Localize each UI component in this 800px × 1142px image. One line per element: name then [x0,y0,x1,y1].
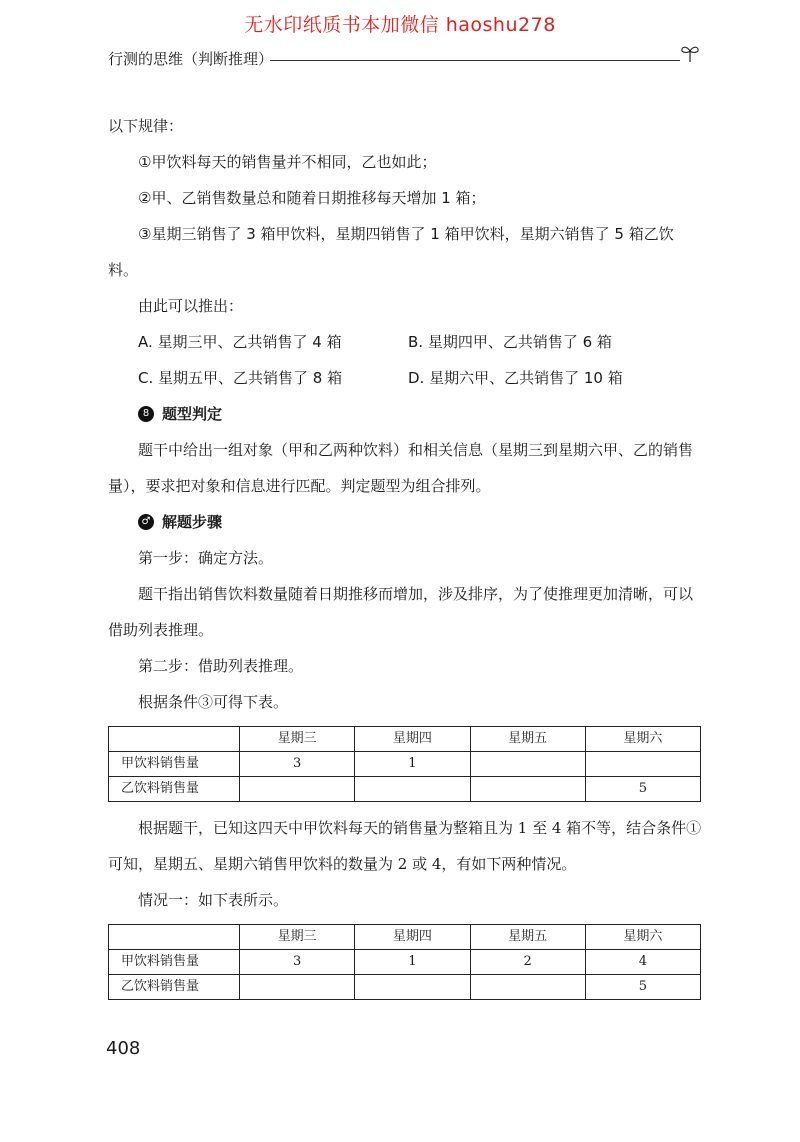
table-cell: 5 [585,975,700,1000]
table-row [109,777,701,802]
sales-table-2 [108,924,701,1000]
row-label-cell: 甲饮料销售量 [109,752,240,777]
sprout-ornament-icon [678,42,702,64]
table-2-wrap [108,924,702,1000]
table-row [109,975,701,1000]
option-a: A. 星期三甲、乙共销售了 4 箱 [138,333,342,351]
page-number: 408 [106,1038,141,1059]
page-header [108,48,702,72]
row-label-cell: 乙饮料销售量 [109,975,240,1000]
table-cell: 2 [470,950,585,975]
section-badge-icon: 8 [138,406,154,422]
table-cell [240,777,355,802]
table-header-cell: 星期三 [240,925,355,950]
section-title: 题型判定 [162,405,223,423]
table-cell: 1 [355,950,470,975]
intro-text: 以下规律： [108,117,184,135]
table-cell [470,777,585,802]
table-header-cell: 星期五 [470,727,585,752]
table-corner-cell [109,727,240,752]
table-1-wrap [108,726,702,802]
question-text: 由此可以推出： [138,297,244,315]
step-1-text: 题干指出销售饮料数量随着日期推移而增加，涉及排序，为了使推理更加清晰，可以借助列表推理。 [108,585,694,639]
table-header-cell: 星期四 [355,925,470,950]
option-d: D. 星期六甲、乙共销售了 10 箱 [408,369,623,387]
step-2-text: 根据条件③可得下表。 [138,693,289,711]
section-question-type-text: 题干中给出一组对象（甲和乙两种饮料）和相关信息（星期三到星期六甲、乙的销售量），要求把对象和信息进行匹配。判定题型为组合排列。 [108,441,694,495]
rule-2: ②甲、乙销售数量总和随着日期推移每天增加 1 箱； [138,189,486,207]
table-cell [470,752,585,777]
options-row-1 [108,324,702,360]
row-label-cell: 乙饮料销售量 [109,777,240,802]
rule-3: ③星期三销售了 3 箱甲饮料，星期四销售了 1 箱甲饮料，星期六销售了 5 箱乙饮料。 [108,225,674,279]
row-label-cell: 甲饮料销售量 [109,950,240,975]
page-content [108,108,702,1008]
table-header-cell: 星期六 [585,925,700,950]
table-row [109,950,701,975]
sales-table-1 [108,726,701,802]
table-cell [240,975,355,1000]
table-cell [585,752,700,777]
option-c: C. 星期五甲、乙共销售了 8 箱 [138,369,343,387]
rule-1: ①甲饮料每天的销售量并不相同，乙也如此； [138,153,437,171]
section-solution-steps [108,504,702,540]
table-corner-cell [109,925,240,950]
table-header-cell: 星期三 [240,727,355,752]
table-header-row [109,925,701,950]
table-cell [470,975,585,1000]
options-row-2 [108,360,702,396]
table-cell: 1 [355,752,470,777]
table-cell [355,777,470,802]
table-cell [355,975,470,1000]
section-badge-icon: ♂ [138,514,154,530]
table-header-row [109,727,701,752]
paragraph-after-table-1: 根据题干，已知这四天中甲饮料每天的销售量为整箱且为 1 至 4 箱不等，结合条件①可知，星期五、星期六销售甲饮料的数量为 2 或 4，有如下两种情况。 [108,819,702,873]
section-question-type [108,396,702,432]
table-row [109,752,701,777]
table-cell: 3 [240,950,355,975]
step-1-title: 第一步：确定方法。 [138,549,274,567]
table-header-cell: 星期六 [585,727,700,752]
step-2-title: 第二步：借助列表推理。 [138,657,304,675]
section-title: 解题步骤 [162,513,223,531]
header-title: 行测的思维（判断推理） [108,50,274,68]
table-cell: 3 [240,752,355,777]
header-rule [270,60,680,61]
case-1-label: 情况一：如下表所示。 [138,891,289,909]
watermark-text: 无水印纸质书本加微信 haoshu278 [244,14,556,36]
table-cell: 5 [585,777,700,802]
table-cell: 4 [585,950,700,975]
table-header-cell: 星期五 [470,925,585,950]
table-header-cell: 星期四 [355,727,470,752]
option-b: B. 星期四甲、乙共销售了 6 箱 [408,333,612,351]
